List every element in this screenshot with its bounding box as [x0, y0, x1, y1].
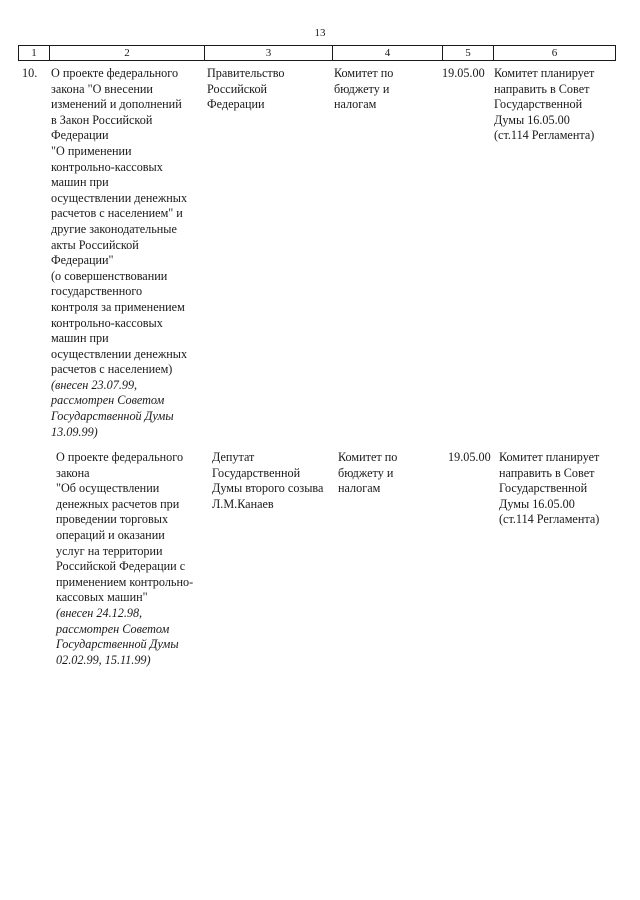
- committee-line: бюджету и: [334, 81, 390, 96]
- bill-title-line: расчетов с населением): [51, 362, 173, 377]
- bill-title-line: в Закон Российской: [51, 112, 153, 127]
- initiator-line: Л.М.Канаев: [212, 496, 274, 511]
- status-line: Комитет планирует: [499, 450, 600, 464]
- bill-title-line: применением контрольно-: [56, 574, 194, 589]
- column-header-4: 4: [333, 46, 443, 61]
- status-line: (ст.114 Регламента): [499, 512, 600, 527]
- submission-note-line: (внесен 24.12.98,: [56, 605, 143, 620]
- bill-title-line: контрольно-кассовых: [51, 159, 163, 174]
- bill-title-line: государственного: [51, 284, 143, 299]
- column-header-2: 2: [50, 46, 205, 61]
- column-header-1: 1: [19, 46, 50, 61]
- committee-line: налогам: [334, 97, 377, 112]
- bill-title-line: О проекте федерального: [56, 450, 184, 464]
- date: 19.05.00: [442, 66, 485, 80]
- bill-title-line: операций и оказании: [56, 527, 165, 542]
- bill-title-line: осуществлении денежных: [51, 346, 188, 361]
- committee-line: Комитет по: [338, 450, 398, 464]
- status-line: (ст.114 Регламента): [494, 128, 595, 143]
- initiator-line: Думы второго созыва: [212, 481, 324, 496]
- bill-title-line: Российской Федерации с: [56, 559, 186, 574]
- submission-note-line: (внесен 23.07.99,: [51, 377, 138, 392]
- bill-title-line: Федерации": [51, 253, 114, 268]
- initiator-line: Депутат: [212, 450, 255, 464]
- bill-title-line: расчетов с населением" и: [51, 206, 183, 221]
- initiator: [212, 450, 323, 512]
- bill-title-line: закона "О внесении: [51, 81, 153, 96]
- bill-title-line: закона: [56, 465, 90, 480]
- bill-title-line: (о совершенствовании: [51, 268, 168, 283]
- status-line: Думы 16.05.00: [494, 112, 570, 127]
- status-line: Государственной: [499, 481, 588, 496]
- bill-title: [51, 66, 187, 440]
- submission-note-line: Государственной Думы: [56, 637, 179, 652]
- committee-line: бюджету и: [338, 465, 394, 480]
- committee: [338, 450, 397, 497]
- bill-title-line: контрольно-кассовых: [51, 315, 163, 330]
- initiator-line: Правительство: [207, 66, 285, 80]
- committee-line: Комитет по: [334, 66, 394, 80]
- bill-title: [56, 450, 193, 668]
- bill-title-line: акты Российской: [51, 237, 139, 252]
- status: [494, 66, 594, 144]
- bill-title-line: машин при: [51, 175, 109, 190]
- bill-title-line: изменений и дополнений: [51, 97, 182, 112]
- date: 19.05.00: [448, 450, 491, 464]
- bill-title-line: машин при: [51, 331, 109, 346]
- initiator-line: Федерации: [207, 97, 265, 112]
- page-number: 13: [314, 27, 326, 39]
- initiator-line: Государственной: [212, 465, 301, 480]
- status-line: направить в Совет: [494, 81, 590, 96]
- bill-title-line: кассовых машин": [56, 590, 148, 605]
- status-line: направить в Совет: [499, 465, 595, 480]
- column-header-3: 3: [205, 46, 333, 61]
- bill-title-line: денежных расчетов при: [56, 496, 180, 511]
- bill-title-line: "О применении: [51, 143, 132, 158]
- bill-title-line: "Об осуществлении: [56, 481, 160, 496]
- status-line: Комитет планирует: [494, 66, 595, 80]
- submission-note-line: рассмотрен Советом: [51, 393, 165, 408]
- bill-title-line: контроля за применением: [51, 299, 185, 314]
- bill-title-line: осуществлении денежных: [51, 190, 188, 205]
- bill-title-line: другие законодательные: [51, 221, 177, 236]
- bill-title-line: проведении торговых: [56, 512, 169, 527]
- submission-note-line: 02.02.99, 15.11.99): [56, 652, 151, 667]
- committee-line: налогам: [338, 481, 381, 496]
- initiator: [207, 66, 284, 113]
- entry-number: 10.: [22, 66, 38, 80]
- status-line: Государственной: [494, 97, 583, 112]
- committee: [334, 66, 393, 113]
- bill-title-line: услуг на территории: [56, 543, 163, 558]
- submission-note-line: Государственной Думы: [51, 409, 174, 424]
- submission-note-line: рассмотрен Советом: [56, 621, 170, 636]
- column-header-row: [18, 45, 616, 61]
- bill-title-line: Федерации: [51, 128, 109, 143]
- status-line: Думы 16.05.00: [499, 496, 575, 511]
- bill-title-line: О проекте федерального: [51, 66, 179, 80]
- submission-note-line: 13.09.99): [51, 424, 98, 439]
- column-header-6: 6: [494, 46, 616, 61]
- initiator-line: Российской: [207, 81, 268, 96]
- status: [499, 450, 599, 528]
- column-header-5: 5: [443, 46, 494, 61]
